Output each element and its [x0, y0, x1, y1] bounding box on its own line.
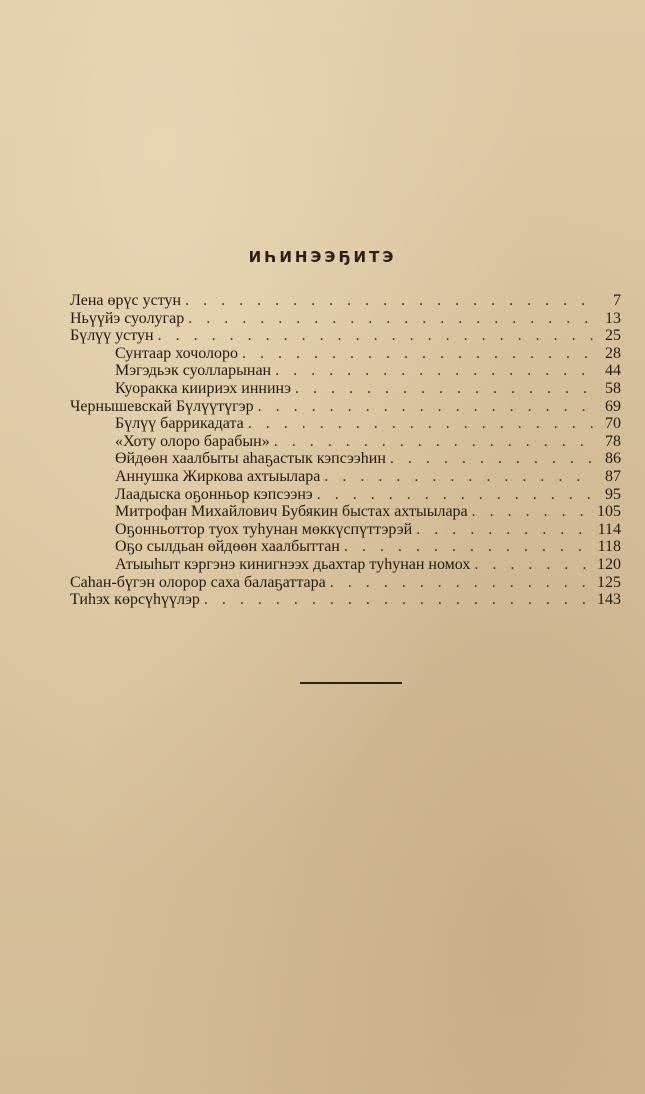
toc-entry — [70, 450, 621, 468]
toc-entry-page-number: 86 — [605, 450, 621, 468]
toc-entry-page-number: 44 — [605, 362, 621, 380]
toc-entry — [70, 415, 621, 433]
toc-entry-title: Тиһэх көрсүһүүлэр — [70, 591, 200, 609]
toc-entry-page-number: 95 — [605, 485, 621, 503]
toc-entry — [70, 327, 621, 345]
toc-entry — [70, 468, 621, 486]
toc-entry-title: Сунтаар хочолоро — [115, 344, 239, 362]
toc-dot-leader — [416, 521, 593, 539]
toc-entry-title: Чернышевскай Бүлүүтүгэр — [70, 397, 254, 415]
toc-entry — [70, 292, 621, 310]
toc-entry-title: Бүлүү устун — [70, 327, 154, 345]
toc-entry — [70, 345, 621, 363]
toc-entry-page-number: 118 — [597, 538, 621, 556]
toc-dot-leader — [158, 327, 595, 345]
toc-entry-title: Бүлүү баррикадата — [115, 415, 244, 433]
toc-entry — [70, 433, 621, 451]
page-title: ИҺИНЭЭҔИТЭ — [248, 248, 397, 266]
toc-entry-page-number: 70 — [605, 415, 621, 433]
toc-entry-page-number: 87 — [605, 467, 621, 485]
toc-entry-title: Оҕо сылдьан өйдөөн хаалбыттан — [115, 538, 340, 556]
toc-entry — [70, 574, 621, 592]
toc-dot-leader — [188, 310, 595, 328]
toc-entry-page-number: 78 — [605, 432, 621, 450]
table-of-contents — [70, 292, 621, 609]
toc-entry-page-number: 58 — [605, 379, 621, 397]
toc-entry-title: «Хоту олоро барабын» — [115, 432, 270, 450]
toc-entry-page-number: 7 — [613, 292, 621, 309]
toc-dot-leader — [472, 503, 593, 521]
toc-entry-page-number: 105 — [597, 503, 621, 521]
toc-entry-title: Аннушка Жиркова ахтыылара — [115, 467, 321, 485]
toc-entry-title: Куоракка киириэх иннинэ — [115, 379, 291, 397]
toc-entry-title: Мэгэдьэк суолларынан — [115, 362, 272, 380]
toc-entry — [70, 521, 621, 539]
toc-dot-leader — [324, 468, 595, 486]
toc-dot-leader — [248, 415, 595, 433]
toc-entry-page-number: 28 — [605, 344, 621, 362]
toc-entry-page-number: 13 — [605, 309, 621, 327]
toc-entry — [70, 398, 621, 416]
toc-entry — [70, 380, 621, 398]
toc-entry-title: Лаадыска оҕонньор кэпсээнэ — [115, 485, 313, 503]
toc-entry-title: Өйдөөн хаалбыты аһаҕастык кэпсээһин — [115, 450, 386, 468]
toc-entry-page-number: 114 — [597, 520, 621, 538]
toc-entry — [70, 538, 621, 556]
toc-entry — [70, 556, 621, 574]
toc-dot-leader — [295, 380, 595, 398]
toc-entry — [70, 591, 621, 609]
toc-entry — [70, 362, 621, 380]
toc-entry — [70, 486, 621, 504]
toc-entry-title: Лена өрүс устун — [70, 292, 182, 309]
toc-dot-leader — [317, 486, 595, 504]
toc-dot-leader — [204, 591, 593, 609]
toc-dot-leader — [330, 574, 593, 592]
toc-dot-leader — [274, 433, 595, 451]
toc-entry-page-number: 125 — [597, 573, 621, 591]
toc-dot-leader — [344, 538, 594, 556]
toc-dot-leader — [390, 450, 595, 468]
toc-entry-title: Саһан-бүгэн олорор саха балаҕаттара — [70, 573, 326, 591]
toc-entry — [70, 503, 621, 521]
toc-dot-leader — [242, 345, 595, 363]
divider-rule — [300, 682, 402, 684]
toc-entry-title: Атыыһыт кэргэнэ кинигнээх дьахтар туһунан номох — [115, 555, 471, 573]
toc-entry — [70, 310, 621, 328]
toc-entry-title: Оҕонньоттор туох туһунан мөккүспүттэрэй — [115, 520, 413, 538]
toc-dot-leader — [474, 556, 593, 574]
toc-entry-title: Ньүүйэ суолугар — [70, 309, 185, 327]
toc-entry-page-number: 120 — [597, 555, 621, 573]
toc-entry-title: Митрофан Михайлович Бубякин быстах ахтыылара — [115, 503, 468, 521]
toc-entry-page-number: 143 — [597, 591, 621, 609]
toc-dot-leader — [258, 398, 595, 416]
toc-entry-page-number: 69 — [605, 397, 621, 415]
toc-entry-page-number: 25 — [605, 327, 621, 345]
toc-dot-leader — [185, 292, 595, 310]
toc-dot-leader — [275, 362, 595, 380]
